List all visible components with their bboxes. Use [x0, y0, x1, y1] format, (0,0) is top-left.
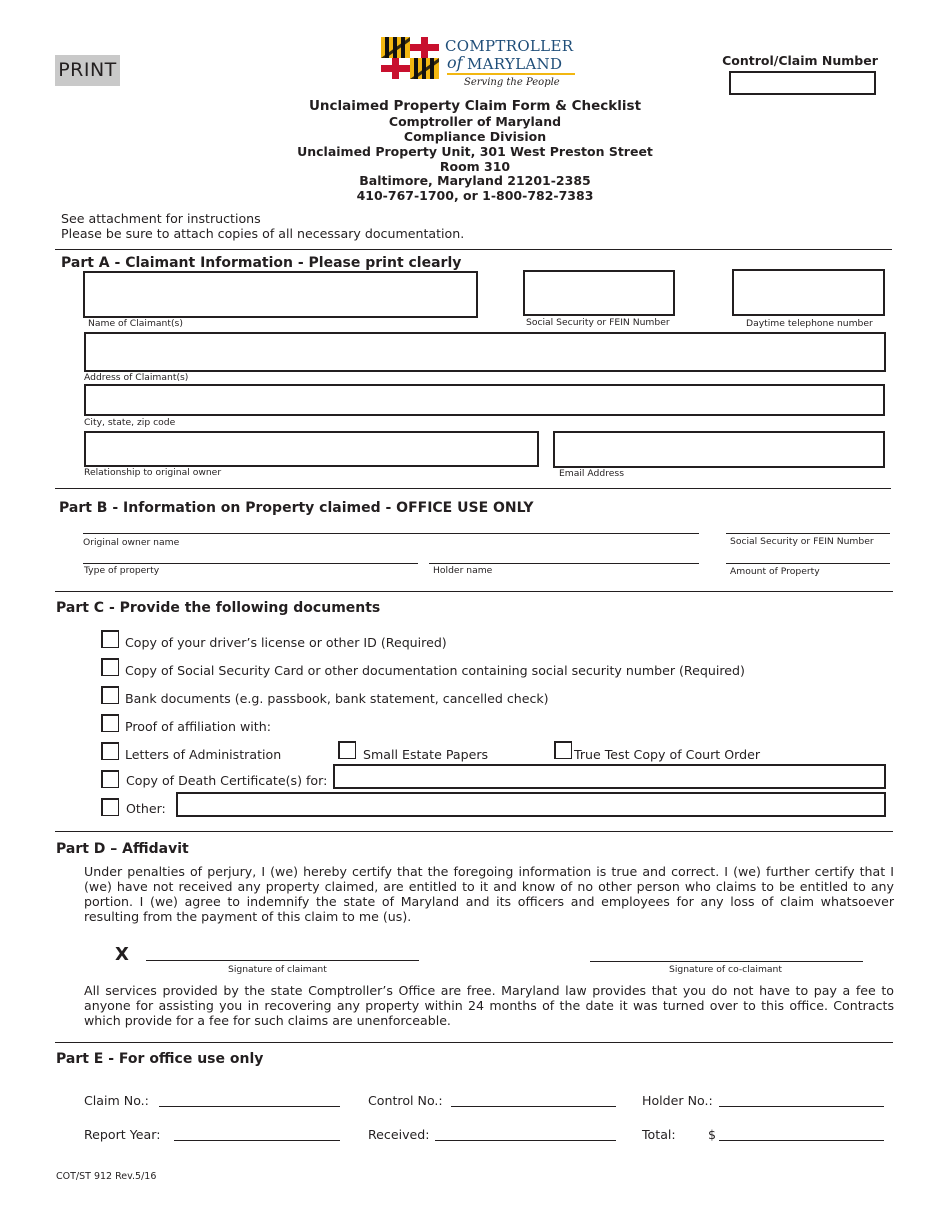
divider — [55, 488, 891, 489]
header-room: Room 310 — [439, 159, 511, 174]
relationship-field[interactable] — [84, 431, 539, 467]
part-b-title: Part B - Information on Property claimed - OFFICE USE ONLY — [59, 500, 534, 516]
amount-line[interactable] — [726, 563, 890, 564]
coclaimant-signature-label: Signature of co-claimant — [669, 964, 782, 975]
claimant-name-label: Name of Claimant(s) — [88, 318, 183, 329]
ssn-card-label: Copy of Social Security Card or other documentation containing social security number (Required) — [125, 663, 745, 678]
logo-line2: MARYLAND — [467, 55, 563, 73]
phone-field[interactable] — [732, 269, 885, 316]
header-phone: 410-767-1700, or 1-800-782-7383 — [356, 188, 594, 203]
claimant-name-field[interactable] — [83, 271, 478, 318]
affiliation-checkbox[interactable] — [101, 714, 119, 732]
header-division: Compliance Division — [403, 129, 547, 144]
part-a-title: Part A - Claimant Information - Please print clearly — [61, 255, 462, 271]
true-test-label: True Test Copy of Court Order — [574, 747, 761, 762]
owner-ssn-line[interactable] — [726, 533, 890, 534]
total-label: Total: — [642, 1127, 676, 1142]
phone-label: Daytime telephone number — [746, 318, 873, 329]
report-year-line[interactable] — [174, 1140, 340, 1141]
ssn-card-checkbox[interactable] — [101, 658, 119, 676]
claim-no-label: Claim No.: — [84, 1093, 149, 1108]
drivers-license-label: Copy of your driver’s license or other ID (Required) — [125, 635, 447, 650]
email-field[interactable] — [553, 431, 885, 468]
logo-of: of — [447, 53, 463, 72]
holder-name-label: Holder name — [433, 565, 493, 576]
holder-no-label: Holder No.: — [642, 1093, 713, 1108]
affidavit-text: Under penalties of perjury, I (we) hereby certify that the foregoing information is true and correct. I (we) further certify that I (we) have not received any property claimed, are entitled to it and know of no other person who claims to be entitled to any portion. I (we) agree to indemnify the state of Maryland and its officers and employees for any loss of claim whatsoever resulting from the payment of this claim to me (us). — [84, 864, 894, 924]
drivers-license-checkbox[interactable] — [101, 630, 119, 648]
claimant-signature-label: Signature of claimant — [228, 964, 327, 975]
comptroller-logo — [381, 37, 581, 92]
part-e-title: Part E - For office use only — [56, 1051, 264, 1067]
intro-line1: See attachment for instructions — [61, 211, 261, 226]
amount-label: Amount of Property — [730, 566, 820, 577]
signature-x-mark: X — [115, 944, 129, 965]
header-unit: Unclaimed Property Unit, 301 West Preston Street — [297, 144, 653, 159]
email-label: Email Address — [559, 468, 624, 479]
dollar-sign: $ — [708, 1127, 717, 1142]
original-owner-line[interactable] — [83, 533, 699, 534]
affiliation-label: Proof of affiliation with: — [125, 719, 271, 734]
holder-no-line[interactable] — [719, 1106, 884, 1107]
total-line[interactable] — [719, 1140, 884, 1141]
other-label: Other: — [126, 801, 166, 816]
received-line[interactable] — [435, 1140, 616, 1141]
report-year-label: Report Year: — [84, 1127, 161, 1142]
divider — [55, 1042, 893, 1043]
small-estate-label: Small Estate Papers — [363, 747, 489, 762]
death-cert-checkbox[interactable] — [101, 770, 119, 788]
control-claim-field[interactable] — [729, 71, 876, 95]
logo-underline — [447, 73, 575, 75]
print-button[interactable]: PRINT — [55, 55, 120, 86]
form-title: Unclaimed Property Claim Form & Checklist — [308, 98, 642, 114]
other-field[interactable] — [176, 792, 886, 817]
claim-no-line[interactable] — [159, 1106, 340, 1107]
control-claim-label: Control/Claim Number — [722, 53, 878, 68]
property-type-label: Type of property — [84, 565, 160, 576]
small-estate-checkbox[interactable] — [338, 741, 356, 759]
bank-docs-checkbox[interactable] — [101, 686, 119, 704]
owner-ssn-label: Social Security or FEIN Number — [730, 536, 874, 547]
divider — [55, 831, 893, 832]
true-test-checkbox[interactable] — [554, 741, 572, 759]
address-label: Address of Claimant(s) — [84, 372, 189, 383]
original-owner-label: Original owner name — [83, 537, 180, 548]
divider — [55, 591, 893, 592]
address-field[interactable] — [84, 332, 886, 372]
header-org: Comptroller of Maryland — [388, 114, 562, 129]
services-notice: All services provided by the state Comptroller’s Office are free. Maryland law provides that you do not have to pay a fee to anyone for assisting you in recovering any property within 24 months of the date it was turned over to this office. Contracts which provide for a fee for such claims are unenforceable. — [84, 983, 894, 1028]
intro-line2: Please be sure to attach copies of all necessary documentation. — [61, 226, 465, 241]
received-label: Received: — [368, 1127, 430, 1142]
control-no-line[interactable] — [451, 1106, 616, 1107]
logo-tagline: Serving the People — [464, 77, 560, 88]
form-footer-code: COT/ST 912 Rev.5/16 — [56, 1171, 157, 1182]
letters-admin-checkbox[interactable] — [101, 742, 119, 760]
maryland-flag-icon — [381, 37, 439, 79]
city-state-zip-label: City, state, zip code — [84, 417, 176, 428]
ssn-field[interactable] — [523, 270, 675, 316]
death-cert-field[interactable] — [333, 764, 886, 789]
control-no-label: Control No.: — [368, 1093, 443, 1108]
part-c-title: Part C - Provide the following documents — [56, 600, 381, 616]
divider — [55, 249, 892, 250]
other-checkbox[interactable] — [101, 798, 119, 816]
city-state-zip-field[interactable] — [84, 384, 885, 416]
coclaimant-signature-line[interactable] — [590, 961, 863, 962]
property-type-line[interactable] — [83, 563, 418, 564]
death-cert-label: Copy of Death Certificate(s) for: — [126, 773, 328, 788]
claimant-signature-line[interactable] — [146, 960, 419, 961]
bank-docs-label: Bank documents (e.g. passbook, bank statement, cancelled check) — [125, 691, 549, 706]
relationship-label: Relationship to original owner — [84, 467, 222, 478]
logo-line1: COMPTROLLER — [445, 37, 574, 55]
holder-name-line[interactable] — [429, 563, 699, 564]
header-city: Baltimore, Maryland 21201-2385 — [359, 173, 591, 188]
letters-admin-label: Letters of Administration — [125, 747, 282, 762]
ssn-label: Social Security or FEIN Number — [526, 317, 670, 328]
part-d-title: Part D – Affidavit — [56, 841, 189, 857]
